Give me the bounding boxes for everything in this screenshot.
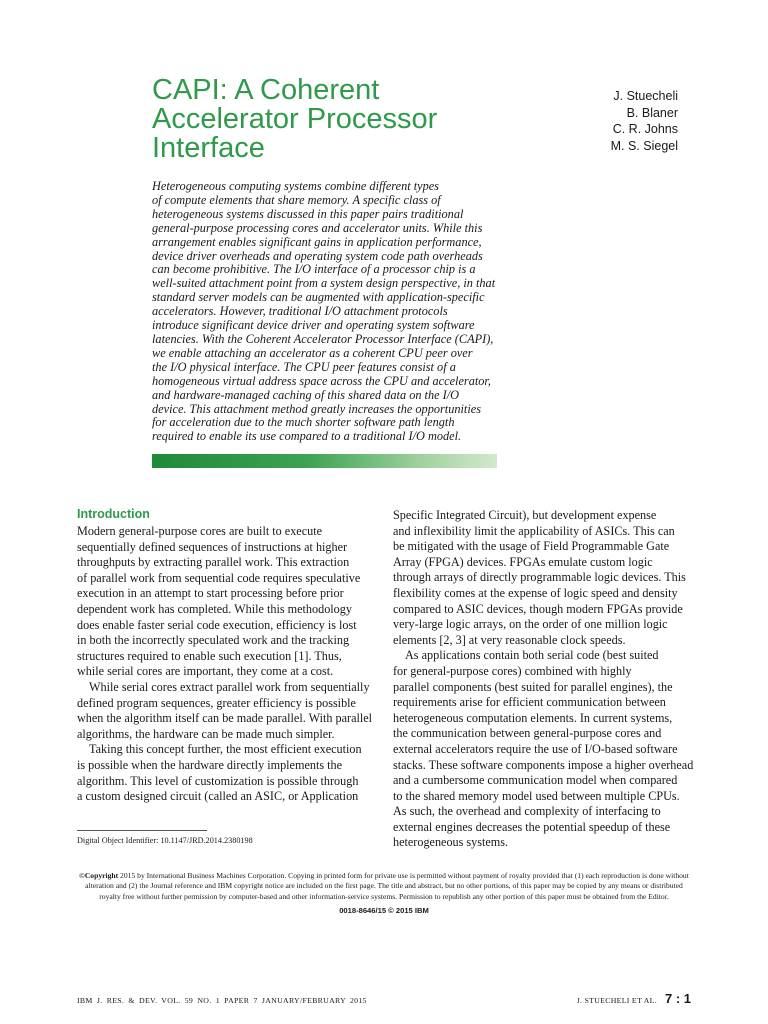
body-line: parallel components (best suited for parallel engines), the [393, 679, 673, 694]
body-line: elements [2, 3] at very reasonable clock speeds. [393, 632, 626, 647]
body-line: to the shared memory model used between multiple CPUs. [393, 788, 680, 803]
body-line: while serial cores are important, they come at a cost. [77, 664, 334, 679]
body-line: While serial cores extract parallel work from sequentially [89, 679, 370, 694]
section-heading-introduction: Introduction [77, 507, 150, 521]
abstract-line: device. This attachment method greatly increases the opportunities [152, 401, 481, 416]
body-line: stacks. These software components impose a higher overhead [393, 757, 694, 772]
author-list [611, 88, 678, 154]
author: C. R. Johns [612, 122, 678, 136]
body-line: Taking this concept further, the most efficient execution [89, 742, 362, 757]
body-line: through arrays of directly programmable logic devices. This [393, 570, 686, 585]
body-line: and inflexibility limit the applicability of ASICs. This can [393, 523, 675, 538]
author: J. Stuecheli [613, 89, 678, 103]
body-line: Modern general-purpose cores are built to execute [77, 524, 322, 538]
body-line: sequentially defined sequences of instructions at higher [77, 539, 348, 554]
body-line: in both the incorrectly speculated work and the tracking [77, 633, 350, 648]
body-line: external accelerators require the use of I/O-based software [393, 741, 678, 756]
abstract-line: homogeneous virtual address space across the CPU and accelerator, [152, 373, 491, 388]
abstract-line: of compute elements that share memory. A specific class of [152, 192, 441, 207]
abstract-line: can become prohibitive. The I/O interface of a processor chip is a [152, 262, 476, 277]
abstract-line: standard server models can be augmented with application-specific [152, 290, 485, 305]
body-line: heterogeneous systems. [393, 835, 509, 850]
copyright-line: royalty free without further permission by computer-based and other information-service systems. Permission to republish any other portion of this paper must be obtained from the Editor. [99, 891, 669, 901]
body-line: algorithms, the hardware can be made much simpler. [77, 726, 335, 741]
body-line: a custom designed circuit (called an ASIC, or Application [77, 789, 359, 804]
abstract-divider-bar [152, 454, 497, 468]
footnote-rule [77, 830, 207, 831]
abstract-line: latencies. With the Coherent Accelerator Processor Interface (CAPI), [152, 331, 494, 346]
abstract-line: arrangement enables significant gains in application performance, [152, 234, 482, 249]
abstract-line: for acceleration due to the much shorter software path length [152, 415, 455, 430]
body-line: requirements arise for efficient communication between [393, 695, 666, 710]
abstract-line: required to enable its use compared to a traditional I/O model. [152, 429, 462, 444]
journal-footer: IBM J. RES. & DEV. VOL. 59 NO. 1 PAPER 7 JANUARY/FEBRUARY 2015 [77, 996, 367, 1005]
abstract-line: we enable attaching an accelerator as a coherent CPU peer over [152, 345, 473, 360]
abstract-line: Heterogeneous computing systems combine different types [152, 179, 439, 193]
abstract-line: and hardware-managed caching of this shared data on the I/O [152, 387, 460, 402]
title-line: Accelerator Processor [152, 103, 438, 135]
body-line: heterogeneous computation elements. In current systems, [393, 710, 673, 725]
title-line: Interface [152, 132, 265, 164]
copyright-mark: ©Copyright [79, 871, 119, 880]
abstract-line: introduce significant device driver and operating system software [152, 318, 475, 333]
copyright-line: alteration and (2) the Journal reference and IBM copyright notice are included on the first page. The title and abstract, but no other portions, of this paper may be copied by any means or distributed [85, 881, 683, 891]
body-column-left [77, 524, 377, 805]
body-column-right [393, 508, 693, 851]
author-footer [577, 991, 691, 1006]
body-line: of parallel work from sequential code requires speculative [77, 570, 361, 585]
abstract [152, 180, 504, 444]
body-line: external engines decreases the potential speedup of these [393, 819, 671, 834]
body-line: be mitigated with the usage of Field Programmable Gate [393, 539, 670, 554]
title-line: CAPI: A Coherent [152, 74, 380, 106]
body-line: does enable faster serial code execution, efficiency is lost [77, 617, 357, 632]
body-line: As applications contain both serial code (best suited [405, 648, 659, 663]
body-line: flexibility comes at the expense of logic speed and density [393, 585, 678, 600]
doi-footnote: Digital Object Identifier: 10.1147/JRD.2014.2380198 [77, 836, 253, 845]
body-line: the communication between general-purpose cores and [393, 726, 662, 741]
copyright-line [78, 871, 690, 881]
body-line: Specific Integrated Circuit), but development expense [393, 508, 657, 522]
body-line: throughputs by extracting parallel work. This extraction [77, 555, 350, 570]
body-line: dependent work has completed. While this methodology [77, 601, 352, 616]
body-line: very-large logic arrays, on the order of one million logic [393, 617, 668, 632]
author: M. S. Siegel [610, 138, 678, 153]
body-line: is possible when the hardware directly implements the [77, 757, 343, 772]
body-line: Array (FPGA) devices. FPGAs emulate custom logic [393, 554, 653, 569]
body-line: defined program sequences, greater efficiency is possible [77, 695, 356, 710]
page-number: 7 : 1 [664, 991, 691, 1006]
abstract-line: device driver overheads and operating system code path overheads [152, 248, 483, 263]
footer-author: J. STUECHELI ET AL. [576, 996, 657, 1005]
issn-line: 0018-8646/15 © 2015 IBM [339, 906, 429, 915]
abstract-line: accelerators. However, traditional I/O attachment protocols [152, 304, 448, 319]
copyright-notice [78, 871, 690, 902]
abstract-line: general-purpose processing cores and accelerator units. While this [152, 220, 483, 235]
body-line: algorithm. This level of customization is possible through [77, 773, 359, 788]
body-line: when the algorithm itself can be made parallel. With parallel [77, 711, 373, 726]
copyright-text: 2015 by International Business Machines Corporation. Copying in printed form for private use is permitted without payment of royalty provided that (1) each reproduction is done without [118, 871, 689, 880]
author: B. Blaner [626, 105, 678, 120]
body-line: for general-purpose cores) combined with highly [393, 663, 632, 678]
paper-title [152, 76, 482, 163]
body-line: and a cumbersome communication model when compared [393, 773, 678, 788]
abstract-line: well-suited attachment point from a system design perspective, in that [152, 276, 496, 291]
abstract-line: the I/O physical interface. The CPU peer features consist of a [152, 359, 456, 374]
body-line: As such, the overhead and complexity of interfacing to [393, 804, 661, 819]
abstract-line: heterogeneous systems discussed in this paper pairs traditional [152, 206, 464, 221]
body-line: structures required to enable such execution [1]. Thus, [77, 648, 342, 663]
body-line: execution in an attempt to start processing before prior [77, 586, 344, 601]
body-line: compared to ASIC devices, though modern FPGAs provide [393, 601, 683, 616]
